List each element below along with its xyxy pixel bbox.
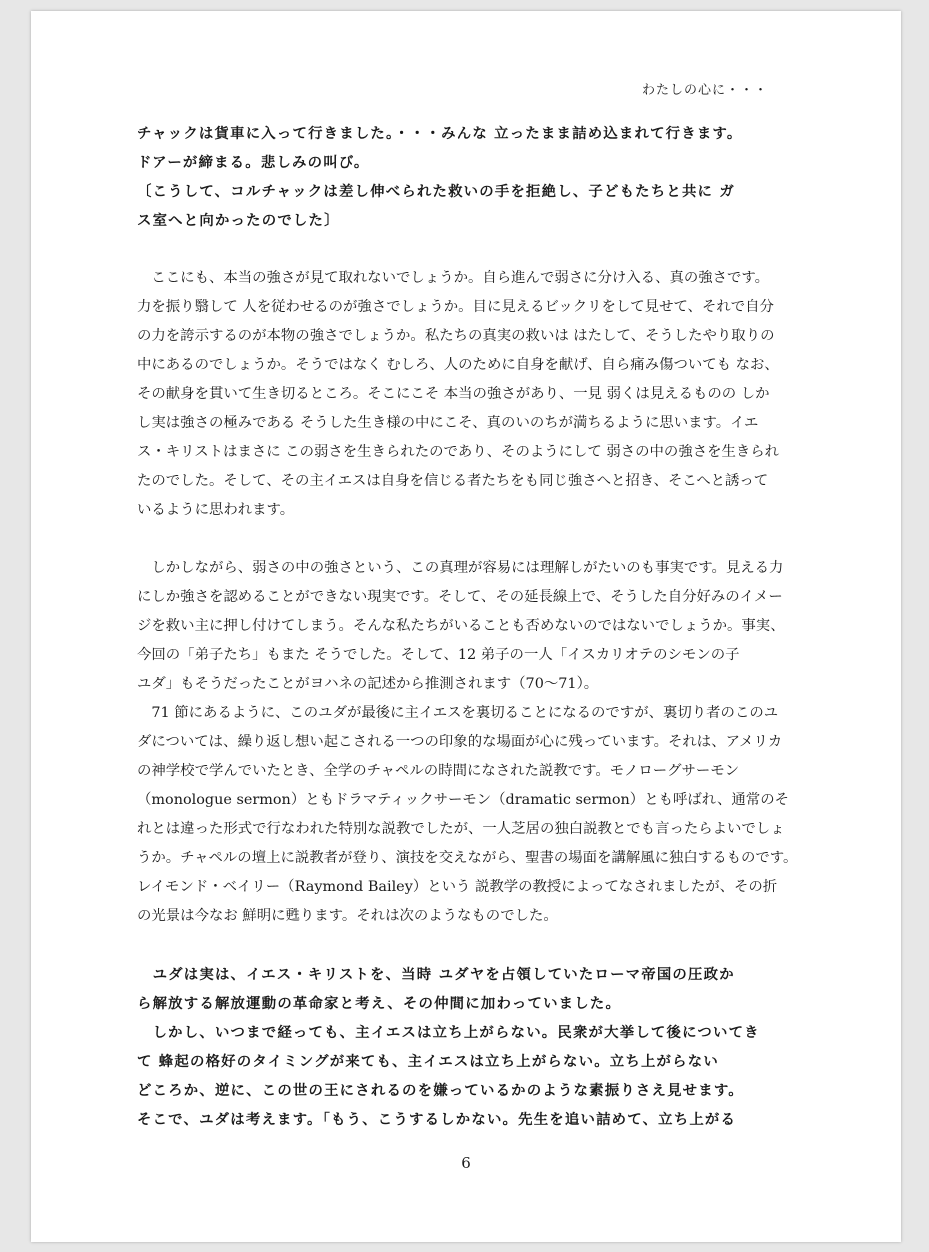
text-line: 今回の「弟子たち」もまた そうでした。そして、12 弟子の一人「イスカリオテのシモンの子: [137, 647, 740, 663]
paragraph-gap: [137, 525, 802, 554]
text-line: ドアーが締まる。悲しみの叫び。: [137, 154, 370, 171]
page-number: 6: [461, 1154, 471, 1172]
text-line: たのでした。そして、その主イエスは自身を信じる者たちをも同じ強さへと招き、そこへと誘って: [137, 473, 769, 489]
text-line: レイモンド・ベイリー（Raymond Bailey）という 説教学の教授によってなされましたが、その折: [137, 879, 778, 895]
running-header: わたしの心に・・・: [641, 83, 768, 98]
text-line: 中にあるのでしょうか。そうではなく むしろ、人のために自身を献げ、自ら痛み傷ついても なお、: [137, 357, 779, 373]
paragraph: [137, 554, 802, 931]
text-line: 71 節にあるように、このユダが最後に主イエスを裏切ることになるのですが、裏切り者のこのユ: [137, 705, 779, 721]
paragraph-gap: [137, 235, 802, 264]
text-line: れとは違った形式で行なわれた特別な説教でしたが、一人芝居の独白説教とでも言ったらよいでしょ: [137, 821, 785, 837]
text-line: ユダは実は、イエス・キリストを、当時 ユダヤを占領していたローマ帝国の圧政か: [137, 966, 735, 983]
text-line: ス室へと向かったのでした〕: [137, 212, 340, 229]
text-line: しかしながら、弱さの中の強さという、この真理が容易には理解しがたいのも事実です。見える力: [137, 560, 784, 576]
text-line: うか。チャペルの壇上に説教者が登り、演技を交えながら、聖書の場面を講解風に独白するものです。: [137, 850, 798, 866]
body-text: [137, 119, 802, 1134]
text-line: チャックは貨車に入って行きました。・・・みんな 立ったまま詰め込まれて行きます。: [137, 125, 743, 142]
text-line: （monologue sermon）ともドラマティックサーモン（dramatic sermon）とも呼ばれ、通常のそ: [137, 792, 789, 808]
paragraph: [137, 264, 802, 525]
document-page: [31, 11, 901, 1242]
paragraph: [137, 119, 802, 235]
text-line: ス・キリストはまさに この弱さを生きられたのであり、そのようにして 弱さの中の強さを生きられ: [137, 444, 780, 460]
text-line: の神学校で学んでいたとき、全学のチャペルの時間になされた説教です。モノローグサーモン: [137, 763, 740, 779]
text-line: て 蜂起の格好のタイミングが来ても、主イエスは立ち上がらない。立ち上がらない: [137, 1053, 719, 1070]
paragraph-gap: [137, 931, 802, 960]
text-line: その献身を貫いて生き切るところ。そこにこそ 本当の強さがあり、一見 弱くは見えるものの しか: [137, 386, 770, 402]
text-line: 力を振り翳して 人を従わせるのが強さでしょうか。目に見えるビックリをして見せて、それで自分: [137, 299, 774, 315]
text-line: の力を誇示するのが本物の強さでしょうか。私たちの真実の救いは はたして、そうしたやり取りの: [137, 328, 775, 344]
text-line: しかし、いつまで経っても、主イエスは立ち上がらない。民衆が大挙して後についてき: [137, 1024, 760, 1041]
text-line: 〔こうして、コルチャックは差し伸べられた救いの手を拒絶し、子どもたちと共に ガ: [137, 183, 735, 200]
text-line: にしか強さを認めることができない現実です。そして、その延長線上で、そうした自分好みのイメー: [137, 589, 783, 605]
text-line: いるように思われます。: [137, 502, 295, 518]
text-line: ダについては、繰り返し想い起こされる一つの印象的な場面が心に残っています。それは、アメリカ: [137, 734, 783, 750]
text-line: ここにも、本当の強さが見て取れないでしょうか。自ら進んで弱さに分け入る、真の強さです。: [137, 270, 770, 286]
text-line: どころか、逆に、この世の王にされるのを嫌っているかのような素振りさえ見せます。: [137, 1082, 744, 1099]
text-line: の光景は今なお 鮮明に甦ります。それは次のようなものでした。: [137, 908, 558, 924]
text-line: し実は強さの極みである そうした生き様の中にこそ、真のいのちが満ちるように思います。イエ: [137, 415, 759, 431]
text-line: ユダ」もそうだったことがヨハネの記述から推測されます（70〜71）。: [137, 676, 599, 692]
text-line: そこで、ユダは考えます。「もう、こうするしかない。先生を追い詰めて、立ち上がる: [137, 1111, 737, 1128]
text-line: ジを救い主に押し付けてしまう。そんな私たちがいることも否めないのではないでしょうか。事実、: [137, 618, 785, 634]
text-line: ら解放する解放運動の革命家と考え、その仲間に加わっていました。: [137, 995, 622, 1012]
paragraph: [137, 960, 802, 1134]
